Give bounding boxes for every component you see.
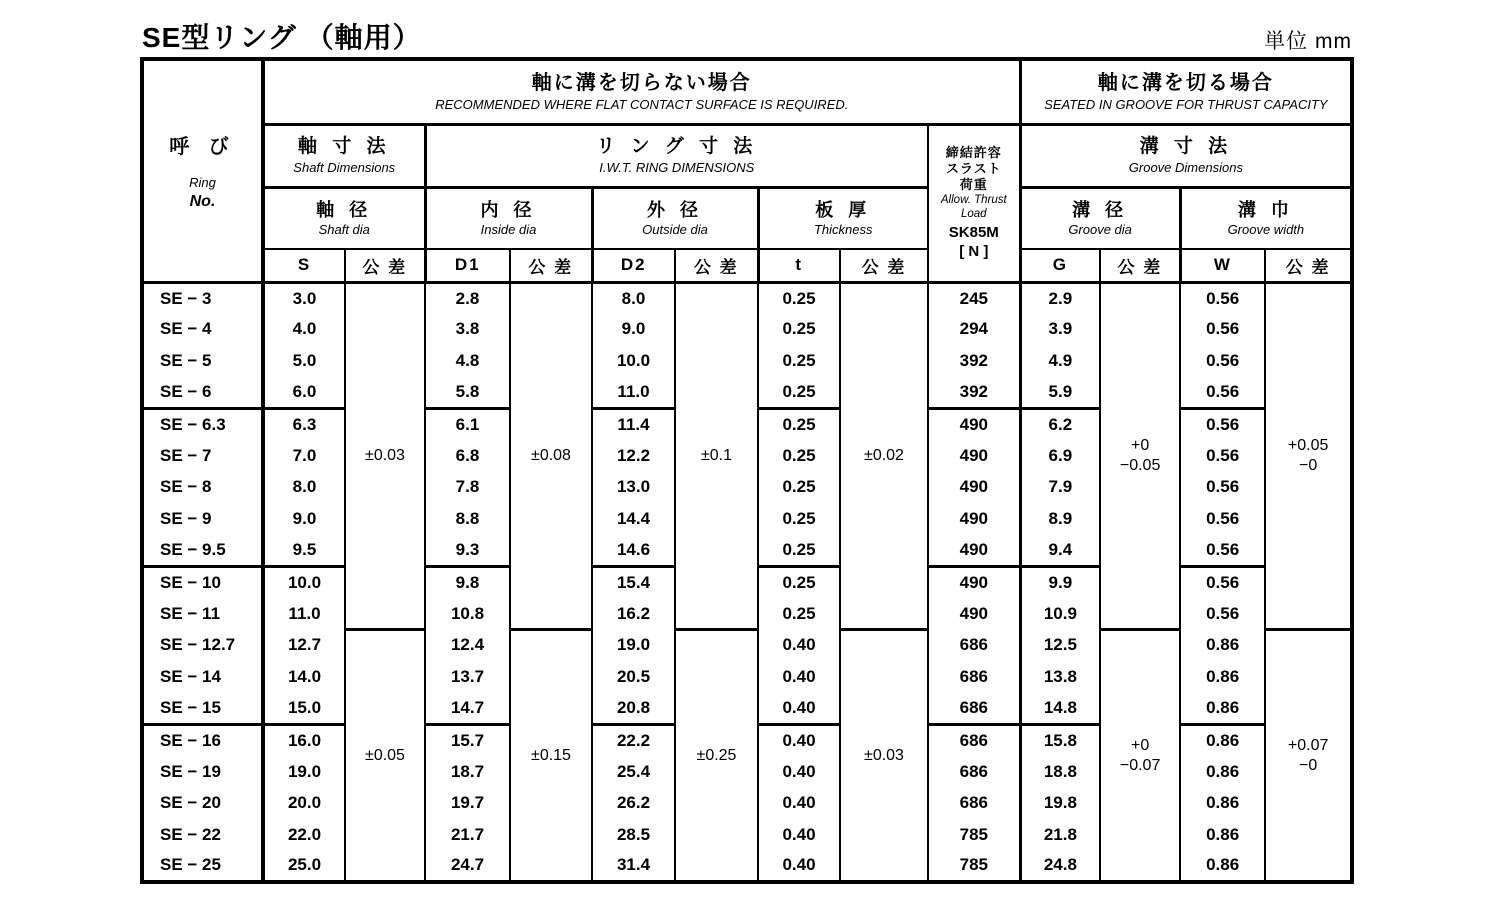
shaft-dia-cell: 6.0 xyxy=(263,377,345,409)
subhead-thickness-en: Thickness xyxy=(813,221,873,237)
thickness-cell: 0.40 xyxy=(758,724,840,756)
ring-no-cell: SE − 6.3 xyxy=(142,408,263,440)
thrust-load-cell: 392 xyxy=(928,377,1020,409)
groove-dia-cell: 6.2 xyxy=(1020,408,1100,440)
thrust-load-cell: 490 xyxy=(928,598,1020,630)
subhead-groove-width-jp: 溝 巾 xyxy=(1237,199,1294,220)
groove-dia-cell: 13.8 xyxy=(1020,661,1100,693)
tolerance-line: −0 xyxy=(1298,456,1318,474)
outside-dia-cell: 16.2 xyxy=(592,598,675,630)
thickness-tolerance-cell xyxy=(840,282,928,630)
outside-dia-cell: 12.2 xyxy=(592,440,675,472)
section-left-jp: 軸に溝を切らない場合 xyxy=(531,71,752,94)
section-right-en: SEATED IN GROOVE FOR THRUST CAPACITY xyxy=(1044,96,1328,112)
unit-label: 単位 mm xyxy=(1264,30,1352,53)
thickness-cell: 0.40 xyxy=(758,788,840,820)
groove-width-tolerance-cell xyxy=(1265,630,1352,883)
thickness-cell: 0.40 xyxy=(758,851,840,883)
thrust-load-cell: 490 xyxy=(928,535,1020,567)
groove-dia-cell: 21.8 xyxy=(1020,819,1100,851)
groove-width-cell: 0.56 xyxy=(1180,377,1265,409)
thrust-load-cell: 490 xyxy=(928,440,1020,472)
col-label-g-tol: 公 差 xyxy=(1100,249,1180,282)
col-label-d2: D2 xyxy=(592,249,675,282)
groove-dia-cell: 19.8 xyxy=(1020,788,1100,820)
groove-width-cell: 0.56 xyxy=(1180,345,1265,377)
subhead-groove-dia-jp: 溝 径 xyxy=(1072,199,1129,220)
thickness-cell: 0.25 xyxy=(758,408,840,440)
groove-dia-cell: 12.5 xyxy=(1020,630,1100,662)
inside-dia-cell: 12.4 xyxy=(425,630,510,662)
subhead-shaft-dia xyxy=(263,187,425,249)
thrust-load-cell: 490 xyxy=(928,472,1020,504)
groove-dia-cell: 24.8 xyxy=(1020,851,1100,883)
inside-dia-cell: 18.7 xyxy=(425,756,510,788)
tolerance-line: ±0.03 xyxy=(864,746,904,764)
thickness-cell: 0.40 xyxy=(758,756,840,788)
inside-dia-cell: 10.8 xyxy=(425,598,510,630)
col-label-d2-tol: 公 差 xyxy=(675,249,758,282)
header-row-col-labels xyxy=(142,249,1352,282)
spec-table xyxy=(140,57,1354,884)
thickness-cell: 0.25 xyxy=(758,282,840,314)
tolerance-line: ±0.08 xyxy=(531,446,571,464)
subhead-groove-dia-en: Groove dia xyxy=(1068,221,1132,237)
shaft-dimensions-en: Shaft Dimensions xyxy=(293,160,396,175)
ring-no-cell: SE − 14 xyxy=(142,661,263,693)
ring-no-header-en2: No. xyxy=(189,192,216,210)
ring-no-cell: SE − 20 xyxy=(142,788,263,820)
inside-dia-cell: 15.7 xyxy=(425,724,510,756)
thrust-jp2: スラスト xyxy=(945,161,1002,176)
thrust-load-cell: 245 xyxy=(928,282,1020,314)
inside-dia-cell: 21.7 xyxy=(425,819,510,851)
groove-width-cell: 0.86 xyxy=(1180,851,1265,883)
groove-width-cell: 0.56 xyxy=(1180,440,1265,472)
header-row-sections xyxy=(142,59,1352,124)
tolerance-line: +0.07 xyxy=(1287,736,1329,754)
col-label-t-tol: 公 差 xyxy=(840,249,928,282)
shaft-dia-cell: 12.7 xyxy=(263,630,345,662)
shaft-dia-cell: 5.0 xyxy=(263,345,345,377)
groove-dia-cell: 9.4 xyxy=(1020,535,1100,567)
col-label-t: t xyxy=(758,249,840,282)
shaft-dia-cell: 8.0 xyxy=(263,472,345,504)
tolerance-line: ±0.1 xyxy=(700,446,733,464)
section-left-en: RECOMMENDED WHERE FLAT CONTACT SURFACE IS REQUIRED. xyxy=(435,96,849,112)
inside-dia-cell: 13.7 xyxy=(425,661,510,693)
section-header-left xyxy=(263,59,1020,124)
outside-dia-cell: 15.4 xyxy=(592,566,675,598)
groove-width-tolerance-cell xyxy=(1265,282,1352,630)
groove-width-cell: 0.86 xyxy=(1180,630,1265,662)
shaft-dia-cell: 9.0 xyxy=(263,503,345,535)
outside-dia-cell: 14.6 xyxy=(592,535,675,567)
groove-dimensions-header xyxy=(1020,124,1352,187)
thickness-cell: 0.25 xyxy=(758,345,840,377)
ring-no-header-cell xyxy=(142,59,263,282)
outside-dia-cell: 20.5 xyxy=(592,661,675,693)
tolerance-line: −0.05 xyxy=(1119,456,1161,474)
groove-dia-cell: 18.8 xyxy=(1020,756,1100,788)
groove-width-cell: 0.56 xyxy=(1180,535,1265,567)
thrust-load-header xyxy=(928,124,1020,282)
shaft-dimensions-header xyxy=(263,124,425,187)
thickness-tolerance-cell xyxy=(840,630,928,883)
inside-dia-cell: 3.8 xyxy=(425,314,510,346)
ring-dimensions-header xyxy=(425,124,928,187)
groove-dia-cell: 7.9 xyxy=(1020,472,1100,504)
outside-dia-cell: 26.2 xyxy=(592,788,675,820)
thickness-cell: 0.25 xyxy=(758,566,840,598)
shaft-dia-tolerance-cell xyxy=(345,630,425,883)
shaft-dia-cell: 25.0 xyxy=(263,851,345,883)
inside-dia-tolerance-cell xyxy=(510,630,592,883)
thickness-cell: 0.25 xyxy=(758,440,840,472)
header-row-groups xyxy=(142,124,1352,187)
thickness-cell: 0.40 xyxy=(758,693,840,725)
thrust-en1: Allow. Thrust xyxy=(940,194,1007,206)
shaft-dia-cell: 11.0 xyxy=(263,598,345,630)
groove-dia-tolerance-cell xyxy=(1100,630,1180,883)
inside-dia-cell: 9.8 xyxy=(425,566,510,598)
tolerance-line: +0.05 xyxy=(1287,436,1329,454)
outside-dia-cell: 10.0 xyxy=(592,345,675,377)
ring-dimensions-en: I.W.T. RING DIMENSIONS xyxy=(599,160,755,175)
col-label-g: G xyxy=(1020,249,1100,282)
shaft-dia-cell: 20.0 xyxy=(263,788,345,820)
tolerance-line: +0 xyxy=(1130,436,1150,454)
ring-no-header-jp: 呼 び xyxy=(169,135,236,158)
subhead-outside-dia-jp: 外 径 xyxy=(646,199,703,220)
subhead-groove-width-en: Groove width xyxy=(1227,221,1305,237)
col-label-s-tol: 公 差 xyxy=(345,249,425,282)
thrust-load-cell: 392 xyxy=(928,345,1020,377)
outside-dia-tolerance-cell xyxy=(675,282,758,630)
groove-dia-cell: 14.8 xyxy=(1020,693,1100,725)
col-label-w: W xyxy=(1180,249,1265,282)
outside-dia-cell: 19.0 xyxy=(592,630,675,662)
ring-dimensions-jp: リ ン グ 寸 法 xyxy=(596,136,758,157)
shaft-dia-cell: 15.0 xyxy=(263,693,345,725)
outside-dia-cell: 9.0 xyxy=(592,314,675,346)
thickness-cell: 0.25 xyxy=(758,535,840,567)
ring-no-cell: SE − 10 xyxy=(142,566,263,598)
ring-no-header-en1: Ring xyxy=(189,174,216,190)
subhead-thickness xyxy=(758,187,928,249)
subhead-shaft-dia-en: Shaft dia xyxy=(318,221,370,237)
tolerance-line: −0 xyxy=(1298,756,1318,774)
thrust-material: SK85M xyxy=(948,224,999,241)
groove-dia-cell: 5.9 xyxy=(1020,377,1100,409)
groove-width-cell: 0.86 xyxy=(1180,693,1265,725)
ring-no-cell: SE − 6 xyxy=(142,377,263,409)
thrust-load-cell: 490 xyxy=(928,503,1020,535)
shaft-dia-tolerance-cell xyxy=(345,282,425,630)
shaft-dia-cell: 22.0 xyxy=(263,819,345,851)
ring-no-cell: SE − 3 xyxy=(142,282,263,314)
outside-dia-cell: 31.4 xyxy=(592,851,675,883)
outside-dia-cell: 20.8 xyxy=(592,693,675,725)
groove-width-cell: 0.86 xyxy=(1180,819,1265,851)
outside-dia-cell: 22.2 xyxy=(592,724,675,756)
page-title: SE型リング （軸用） xyxy=(142,22,422,53)
thickness-cell: 0.25 xyxy=(758,377,840,409)
groove-dimensions-en: Groove Dimensions xyxy=(1128,160,1243,175)
subhead-groove-dia xyxy=(1020,187,1180,249)
ring-no-cell: SE − 8 xyxy=(142,472,263,504)
tolerance-line: +0 xyxy=(1130,736,1150,754)
header-row-subheads xyxy=(142,187,1352,249)
shaft-dia-cell: 6.3 xyxy=(263,408,345,440)
tolerance-line: ±0.02 xyxy=(864,446,904,464)
groove-width-cell: 0.56 xyxy=(1180,314,1265,346)
thrust-load-cell: 785 xyxy=(928,819,1020,851)
subhead-groove-width xyxy=(1180,187,1352,249)
groove-dimensions-jp: 溝 寸 法 xyxy=(1139,136,1233,157)
subhead-outside-dia-en: Outside dia xyxy=(642,221,708,237)
groove-dia-cell: 3.9 xyxy=(1020,314,1100,346)
inside-dia-cell: 8.8 xyxy=(425,503,510,535)
thickness-cell: 0.40 xyxy=(758,819,840,851)
section-header-right xyxy=(1020,59,1352,124)
groove-dia-cell: 8.9 xyxy=(1020,503,1100,535)
groove-width-cell: 0.56 xyxy=(1180,472,1265,504)
inside-dia-cell: 4.8 xyxy=(425,345,510,377)
ring-no-cell: SE − 12.7 xyxy=(142,630,263,662)
groove-width-cell: 0.56 xyxy=(1180,282,1265,314)
thickness-cell: 0.25 xyxy=(758,314,840,346)
thrust-load-cell: 686 xyxy=(928,693,1020,725)
groove-width-cell: 0.56 xyxy=(1180,566,1265,598)
ring-no-cell: SE − 4 xyxy=(142,314,263,346)
inside-dia-tolerance-cell xyxy=(510,282,592,630)
ring-no-cell: SE − 9 xyxy=(142,503,263,535)
ring-no-cell: SE − 9.5 xyxy=(142,535,263,567)
groove-dia-cell: 9.9 xyxy=(1020,566,1100,598)
thrust-load-cell: 686 xyxy=(928,630,1020,662)
thickness-cell: 0.25 xyxy=(758,472,840,504)
groove-width-cell: 0.86 xyxy=(1180,661,1265,693)
ring-no-cell: SE − 11 xyxy=(142,598,263,630)
thrust-unit: [ N ] xyxy=(959,243,989,260)
outside-dia-cell: 11.4 xyxy=(592,408,675,440)
thrust-load-cell: 686 xyxy=(928,788,1020,820)
outside-dia-cell: 28.5 xyxy=(592,819,675,851)
tolerance-line: ±0.15 xyxy=(531,746,571,764)
groove-width-cell: 0.56 xyxy=(1180,503,1265,535)
thrust-load-cell: 686 xyxy=(928,661,1020,693)
thrust-en2: Load xyxy=(961,208,987,220)
tolerance-line: −0.07 xyxy=(1119,756,1161,774)
shaft-dia-cell: 10.0 xyxy=(263,566,345,598)
thickness-cell: 0.25 xyxy=(758,503,840,535)
subhead-shaft-dia-jp: 軸 径 xyxy=(316,199,373,220)
groove-width-cell: 0.56 xyxy=(1180,598,1265,630)
thrust-load-cell: 294 xyxy=(928,314,1020,346)
table-row xyxy=(142,282,1352,314)
thrust-load-cell: 785 xyxy=(928,851,1020,883)
thrust-load-cell: 686 xyxy=(928,756,1020,788)
groove-width-cell: 0.86 xyxy=(1180,756,1265,788)
inside-dia-cell: 24.7 xyxy=(425,851,510,883)
shaft-dia-cell: 3.0 xyxy=(263,282,345,314)
inside-dia-cell: 9.3 xyxy=(425,535,510,567)
table-row xyxy=(142,630,1352,662)
ring-no-cell: SE − 25 xyxy=(142,851,263,883)
groove-width-cell: 0.86 xyxy=(1180,788,1265,820)
subhead-outside-dia xyxy=(592,187,758,249)
tolerance-line: ±0.05 xyxy=(365,746,405,764)
groove-width-cell: 0.56 xyxy=(1180,408,1265,440)
inside-dia-cell: 7.8 xyxy=(425,472,510,504)
outside-dia-cell: 11.0 xyxy=(592,377,675,409)
shaft-dia-cell: 4.0 xyxy=(263,314,345,346)
ring-no-cell: SE − 5 xyxy=(142,345,263,377)
ring-no-cell: SE − 15 xyxy=(142,693,263,725)
col-label-s: S xyxy=(263,249,345,282)
thickness-cell: 0.40 xyxy=(758,630,840,662)
groove-dia-cell: 2.9 xyxy=(1020,282,1100,314)
thrust-load-cell: 686 xyxy=(928,724,1020,756)
inside-dia-cell: 2.8 xyxy=(425,282,510,314)
subhead-thickness-jp: 板 厚 xyxy=(815,199,872,220)
inside-dia-cell: 19.7 xyxy=(425,788,510,820)
section-right-jp: 軸に溝を切る場合 xyxy=(1097,71,1274,94)
tolerance-line: ±0.03 xyxy=(365,446,405,464)
groove-width-cell: 0.86 xyxy=(1180,724,1265,756)
ring-no-cell: SE − 16 xyxy=(142,724,263,756)
thrust-jp1: 締結許容 xyxy=(945,145,1002,160)
thickness-cell: 0.25 xyxy=(758,598,840,630)
groove-dia-cell: 15.8 xyxy=(1020,724,1100,756)
outside-dia-cell: 14.4 xyxy=(592,503,675,535)
thrust-load-cell: 490 xyxy=(928,408,1020,440)
ring-no-cell: SE − 22 xyxy=(142,819,263,851)
shaft-dia-cell: 7.0 xyxy=(263,440,345,472)
shaft-dia-cell: 19.0 xyxy=(263,756,345,788)
subhead-inside-dia xyxy=(425,187,592,249)
outside-dia-cell: 13.0 xyxy=(592,472,675,504)
shaft-dia-cell: 16.0 xyxy=(263,724,345,756)
outside-dia-cell: 25.4 xyxy=(592,756,675,788)
outside-dia-tolerance-cell xyxy=(675,630,758,883)
shaft-dimensions-jp: 軸 寸 法 xyxy=(297,136,391,157)
thrust-jp3: 荷重 xyxy=(959,177,988,192)
inside-dia-cell: 14.7 xyxy=(425,693,510,725)
col-label-w-tol: 公 差 xyxy=(1265,249,1352,282)
shaft-dia-cell: 14.0 xyxy=(263,661,345,693)
ring-no-cell: SE − 7 xyxy=(142,440,263,472)
inside-dia-cell: 6.1 xyxy=(425,408,510,440)
groove-dia-cell: 6.9 xyxy=(1020,440,1100,472)
col-label-d1: D1 xyxy=(425,249,510,282)
thickness-cell: 0.40 xyxy=(758,661,840,693)
ring-no-cell: SE − 19 xyxy=(142,756,263,788)
tolerance-line: ±0.25 xyxy=(696,746,737,764)
inside-dia-cell: 6.8 xyxy=(425,440,510,472)
col-label-d1-tol: 公 差 xyxy=(510,249,592,282)
groove-dia-tolerance-cell xyxy=(1100,282,1180,630)
subhead-inside-dia-jp: 内 径 xyxy=(480,199,537,220)
inside-dia-cell: 5.8 xyxy=(425,377,510,409)
groove-dia-cell: 4.9 xyxy=(1020,345,1100,377)
outside-dia-cell: 8.0 xyxy=(592,282,675,314)
groove-dia-cell: 10.9 xyxy=(1020,598,1100,630)
thrust-load-cell: 490 xyxy=(928,566,1020,598)
subhead-inside-dia-en: Inside dia xyxy=(480,221,537,237)
shaft-dia-cell: 9.5 xyxy=(263,535,345,567)
